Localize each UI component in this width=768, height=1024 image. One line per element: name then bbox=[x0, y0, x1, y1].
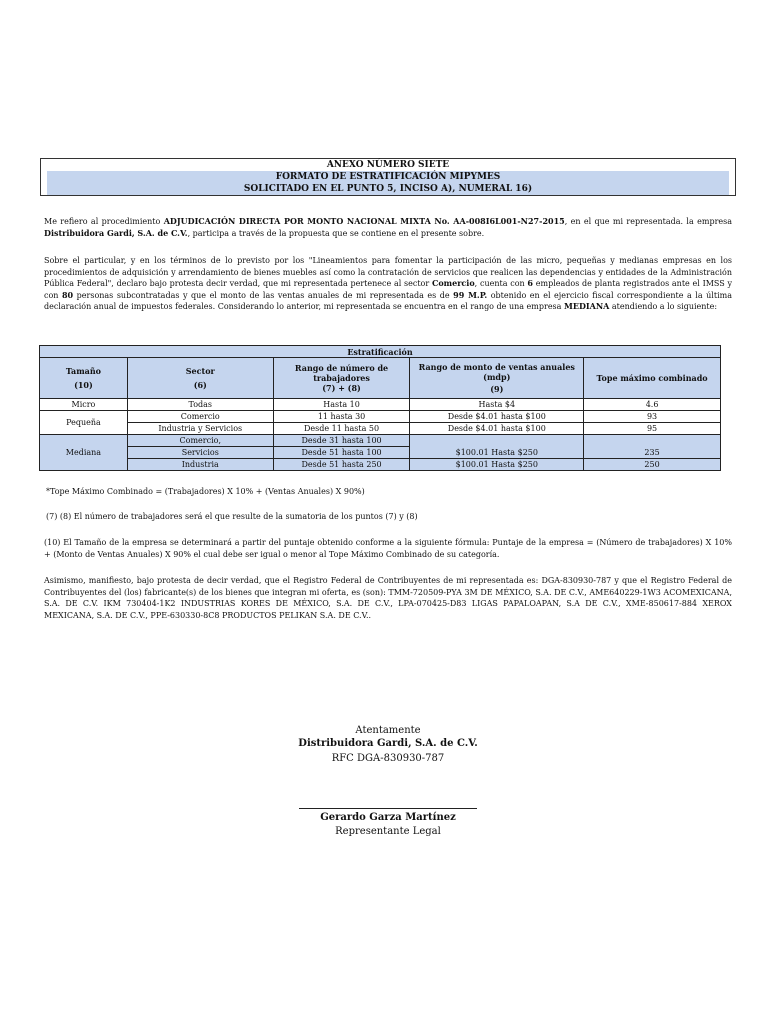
cell-trabajadores: Desde 51 hasta 100 bbox=[273, 447, 410, 459]
table-header-row bbox=[40, 358, 721, 399]
cell-tope: 250 bbox=[584, 459, 721, 471]
intro-text: Me refiero al procedimiento bbox=[44, 217, 164, 226]
cell-trabajadores: Desde 11 hasta 50 bbox=[273, 423, 410, 435]
header-tamano-ref: (10) bbox=[74, 380, 93, 390]
cell-ventas: Hasta $4 bbox=[410, 399, 584, 411]
header-ventas bbox=[410, 358, 584, 399]
intro-paragraph bbox=[44, 216, 732, 239]
cell-tope: 235 bbox=[584, 435, 721, 459]
table-row bbox=[40, 399, 721, 411]
header-tope: Tope máximo combinado bbox=[584, 358, 721, 399]
cell-sector: Industria y Servicios bbox=[127, 423, 273, 435]
declaration-text: Sobre el particular, y en los términos de lo previsto por los "Lineamientos para fomentar la participación de las micro, pequeñas y medianas empresas en los procedimientos de adquisición y arrendamiento de bienes muebles así como la contratación de servicios que realicen las dependencias y entidades de la Administración Pública Federal", declaro bajo protesta decir verdad, que mi representada pertenece al sector bbox=[44, 256, 732, 289]
signatory-role: Representante Legal bbox=[335, 826, 441, 837]
intro-text: , participa a través de la propuesta que se contiene en el presente sobre. bbox=[187, 228, 485, 238]
sales-value: 99 M.P. bbox=[453, 289, 488, 300]
declaration-paragraph bbox=[44, 255, 732, 313]
signature-rfc: RFC DGA-830930-787 bbox=[331, 753, 445, 764]
header-trab-ref: (7) + (8) bbox=[322, 383, 361, 393]
table-row bbox=[40, 423, 721, 435]
cell-ventas: $100.01 Hasta $250 bbox=[410, 435, 584, 459]
sector-value: Comercio bbox=[431, 278, 475, 289]
subcontracted-value: 80 bbox=[61, 289, 74, 300]
cell-sector: Comercio bbox=[127, 411, 273, 423]
cell-sector: Todas bbox=[127, 399, 273, 411]
signature-line bbox=[299, 808, 477, 809]
declaration-text: obtenido en el ejercicio fiscal correspondiente a la última declaración anual de impuestos federales. Considerando lo anterior, mi representada se encuentra en el rango de una empresa bbox=[44, 290, 732, 312]
cell-tamano: Mediana bbox=[40, 435, 128, 471]
document-header bbox=[40, 158, 736, 196]
closing-greeting: Atentamente bbox=[355, 725, 421, 736]
cell-sector: Comercio, bbox=[127, 435, 273, 447]
header-sector-label: Sector bbox=[185, 366, 215, 376]
header-sector-ref: (6) bbox=[193, 380, 207, 390]
cell-trabajadores: 11 hasta 30 bbox=[273, 411, 410, 423]
cell-tope: 95 bbox=[584, 423, 721, 435]
table-row bbox=[40, 435, 721, 447]
header-ventas-ref: (9) bbox=[490, 384, 504, 394]
cell-tamano: Micro bbox=[40, 399, 128, 411]
declaration-text: empleados de planta registrados ante el IMSS y con bbox=[44, 279, 733, 300]
stratification-table bbox=[39, 345, 721, 471]
header-tamano-label: Tamaño bbox=[65, 366, 102, 376]
size-formula-note: (10) El Tamaño de la empresa se determinará a partir del puntaje obtenido conforme a la siguiente fórmula: Puntaje de la empresa = (Número de trabajadores) X 10% + (Monto de Ventas Anuales) X 90% el cual debe ser igual o menor al Tope Máximo Combinado de su categoría. bbox=[44, 538, 732, 559]
cell-trabajadores: Desde 31 hasta 100 bbox=[273, 435, 410, 447]
intro-text: , en el que mi representada. la empresa bbox=[564, 217, 733, 226]
cell-tope: 93 bbox=[584, 411, 721, 423]
header-trab-label: Rango de número de trabajadores bbox=[294, 363, 389, 383]
declaration-text: , cuenta con bbox=[474, 279, 528, 289]
tope-note: *Tope Máximo Combinado = (Trabajadores) X 10% + (Ventas Anuales) X 90%) bbox=[46, 487, 365, 496]
cell-tope: 4.6 bbox=[584, 399, 721, 411]
header-trabajadores bbox=[273, 358, 410, 399]
table-row bbox=[40, 411, 721, 423]
header-reference: SOLICITADO EN EL PUNTO 5, INCISO A), NUMERAL 16) bbox=[47, 183, 729, 195]
table-title-row bbox=[40, 346, 721, 358]
cell-sector: Industria bbox=[127, 459, 273, 471]
header-title: ANEXO NÚMERO SIETE bbox=[326, 160, 450, 170]
cell-sector: Servicios bbox=[127, 447, 273, 459]
procedure-name: ADJUDICACIÓN DIRECTA POR MONTO NACIONAL MIXTA No. AA-008I6L001-N27-2015 bbox=[163, 216, 565, 226]
header-subtitle: FORMATO DE ESTRATIFICACIÓN MIPYMES bbox=[47, 171, 729, 183]
cell-trabajadores: Desde 51 hasta 250 bbox=[273, 459, 410, 471]
cell-ventas: Desde $4.01 hasta $100 bbox=[410, 411, 584, 423]
company-name: Distribuidora Gardi, S.A. de C.V. bbox=[44, 227, 188, 238]
employees-value: 6 bbox=[527, 278, 533, 289]
header-ventas-label: Rango de monto de ventas anuales (mdp) bbox=[418, 362, 575, 382]
declaration-text: atendiendo a lo siguiente: bbox=[609, 302, 718, 312]
declaration-text: personas subcontratadas y que el monto de las ventas anuales de mi representada es de bbox=[73, 290, 454, 300]
header-sector bbox=[127, 358, 273, 399]
signatory-name: Gerardo Garza Martínez bbox=[320, 812, 456, 823]
cell-ventas: $100.01 Hasta $250 bbox=[410, 459, 584, 471]
company-size-value: MEDIANA bbox=[563, 301, 610, 312]
cell-ventas: Desde $4.01 hasta $100 bbox=[410, 423, 584, 435]
table-row bbox=[40, 459, 721, 471]
workers-note: (7) (8) El número de trabajadores será el que resulte de la sumatoria de los puntos (7) y (8) bbox=[46, 512, 418, 521]
cell-tamano: Pequeña bbox=[40, 411, 128, 435]
cell-trabajadores: Hasta 10 bbox=[273, 399, 410, 411]
header-tamano bbox=[40, 358, 128, 399]
signature-company: Distribuidora Gardi, S.A. de C.V. bbox=[298, 738, 478, 749]
rfc-declaration: Asimismo, manifiesto, bajo protesta de decir verdad, que el Registro Federal de Contribuyentes de mi representada es: DGA-830930-787 y que el Registro Federal de Contribuyentes del (los) fabricante(s) de los bienes que integran mi oferta, es (son): TMM-720509-PYA 3M DE MÉXICO, S.A. DE C.V., AME640229-1W3 ACOMEXICANA, S.A. DE C.V. IKM 730404-1K2 INDUSTRIAS KORES DE MÉXICO, S.A. DE C.V., LPA-070425-D83 LIGAS PAPALOAPAN, S.A DE C.V., XME-850617-884 XEROX MEXICANA, S.A. DE C.V., PPE-630330-8C8 PRODUCTOS PELIKAN S.A. DE C.V.. bbox=[44, 576, 732, 620]
table-title: Estratificación bbox=[40, 346, 721, 358]
